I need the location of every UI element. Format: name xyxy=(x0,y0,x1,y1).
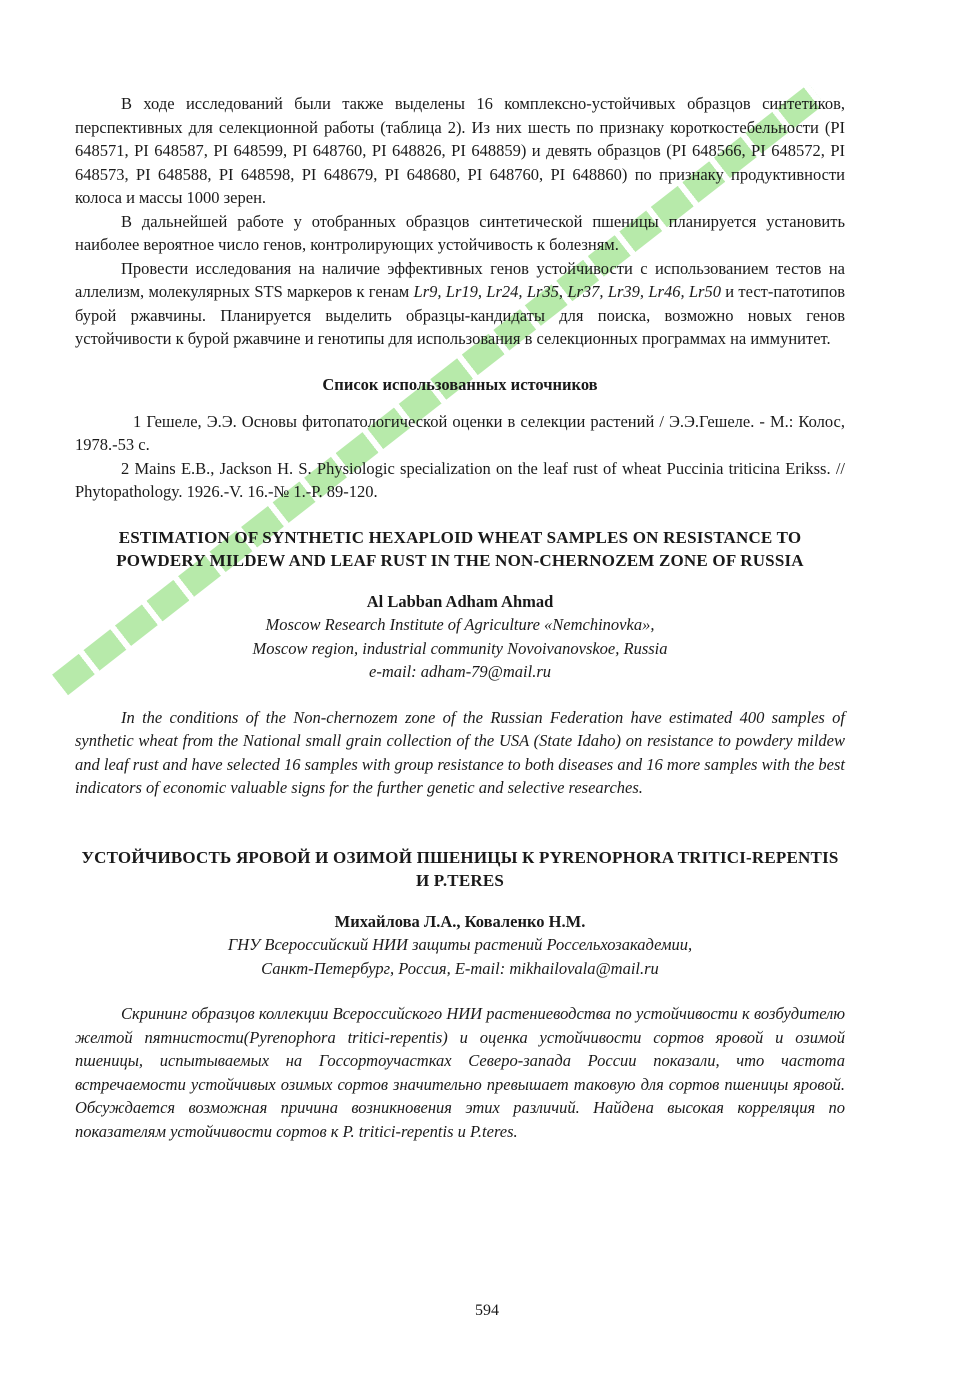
intro-paragraph-3-end: и тест-патотипов бурой ржавчины. Планируется выделить образцы-кандидаты для поиска, возможно новых генов устойчивости к бурой ржавчине и генотипы для использования в селекционных программах на иммунитет. xyxy=(75,282,846,348)
article2-authors: Михайлова Л.А., Коваленко Н.М. xyxy=(334,911,586,931)
gene-list: Lr9, Lr19, Lr24, Lr35, Lr37, Lr39, Lr46, Lr50 xyxy=(413,282,721,301)
intro-paragraph-1: В ходе исследований были также выделены 16 комплексно-устойчивых образцов синтетиков, перспективных для селекционной работы (таблица 2). Из них шесть по признаку короткостебельности (PI 648571, PI 648587, PI 648599, PI 648760, PI 648826, PI 648859) и девять образцов (PI 648566, PI 648572, PI 648573, PI 648588, PI 648598, PI 648679, PI 648680, PI 648760, PI 648860) по признаку продуктивности колоса и массы 1000 зерен. xyxy=(75,94,845,207)
article1-affiliation-1: Moscow Research Institute of Agriculture «Nemchinovka», xyxy=(265,615,655,634)
references-title: Список использованных источников xyxy=(322,374,598,394)
article2-title: УСТОЙЧИВОСТЬ ЯРОВОЙ И ОЗИМОЙ ПШЕНИЦЫ К PYRENOPHORA TRITICI-REPENTIS И P.TERES xyxy=(81,847,839,890)
intro-paragraph-3-start: Провести исследования на наличие эффективных генов устойчивости с использованием тестов на аллелизм, молекулярных STS маркеров к генам xyxy=(75,258,845,301)
article1-email: e-mail: adham-79@mail.ru xyxy=(369,662,551,681)
article2-abstract: Скрининг образцов коллекции Всероссийского НИИ растениеводства по устойчивости к возбудителю желтой пятнистости(Pyrenophora tritici-repentis) и оценка устойчивости сортов яровой и озимой пшеницы, испытываемых на Госсортоучастках Северо-запада России показали, что частота встречаемости устойчивых озимых сортов значительно превышает таковую для сортов пшеницы яровой. Обсуждается возможная причина возникновения этих различий. Найдена высокая корреляция по показателям устойчивости сортов к P. tritici-repentis и P.teres. xyxy=(75,1004,845,1141)
reference-item: 2 Mains E.B., Jackson H. S. Physiologic specialization on the leaf rust of wheat Puccinia triticina Erikss. // Phytopathology. 1926.-V. 16.-№ 1.-P. 89-120. xyxy=(75,458,845,501)
page-content xyxy=(75,92,845,1143)
page-number: 594 xyxy=(475,1302,499,1319)
reference-item: 1 Гешеле, Э.Э. Основы фитопатологической оценки в селекции растений / Э.Э.Гешеле. - М.: Колос, 1978.-53 с. xyxy=(75,411,845,454)
article2-affiliation-2: Санкт-Петербург, Россия, E-mail: mikhailovala@mail.ru xyxy=(261,958,659,978)
article2-affiliation-1: ГНУ Всероссийский НИИ защиты растений Россельхозакадемии, xyxy=(227,935,693,954)
intro-paragraph-3 xyxy=(75,257,845,351)
article1-abstract: In the conditions of the Non-chernozem zone of the Russian Federation have estimated 400 samples of synthetic wheat from the National small grain collection of the USA (State Idaho) on resistance to powdery mildew and leaf rust and have selected 16 samples with group resistance to both diseases and 16 more samples with the best indicators of economic valuable signs for the further genetic and selective researches. xyxy=(75,707,845,797)
article1-affiliation-2: Moscow region, industrial community Novoivanovskoe, Russia xyxy=(252,638,668,658)
article1-author: Al Labban Adham Ahmad xyxy=(366,591,554,611)
article1-title: ESTIMATION OF SYNTHETIC HEXAPLOID WHEAT SAMPLES ON RESISTANCE TO POWDERY MILDEW AND LEAF RUST IN THE NON-CHERNOZEM ZONE OF RUSSIA xyxy=(116,527,804,570)
intro-paragraph-2: В дальнейшей работе у отобранных образцов синтетической пшеницы планируется установить наиболее вероятное число генов, контролирующих устойчивость к болезням. xyxy=(75,211,845,254)
